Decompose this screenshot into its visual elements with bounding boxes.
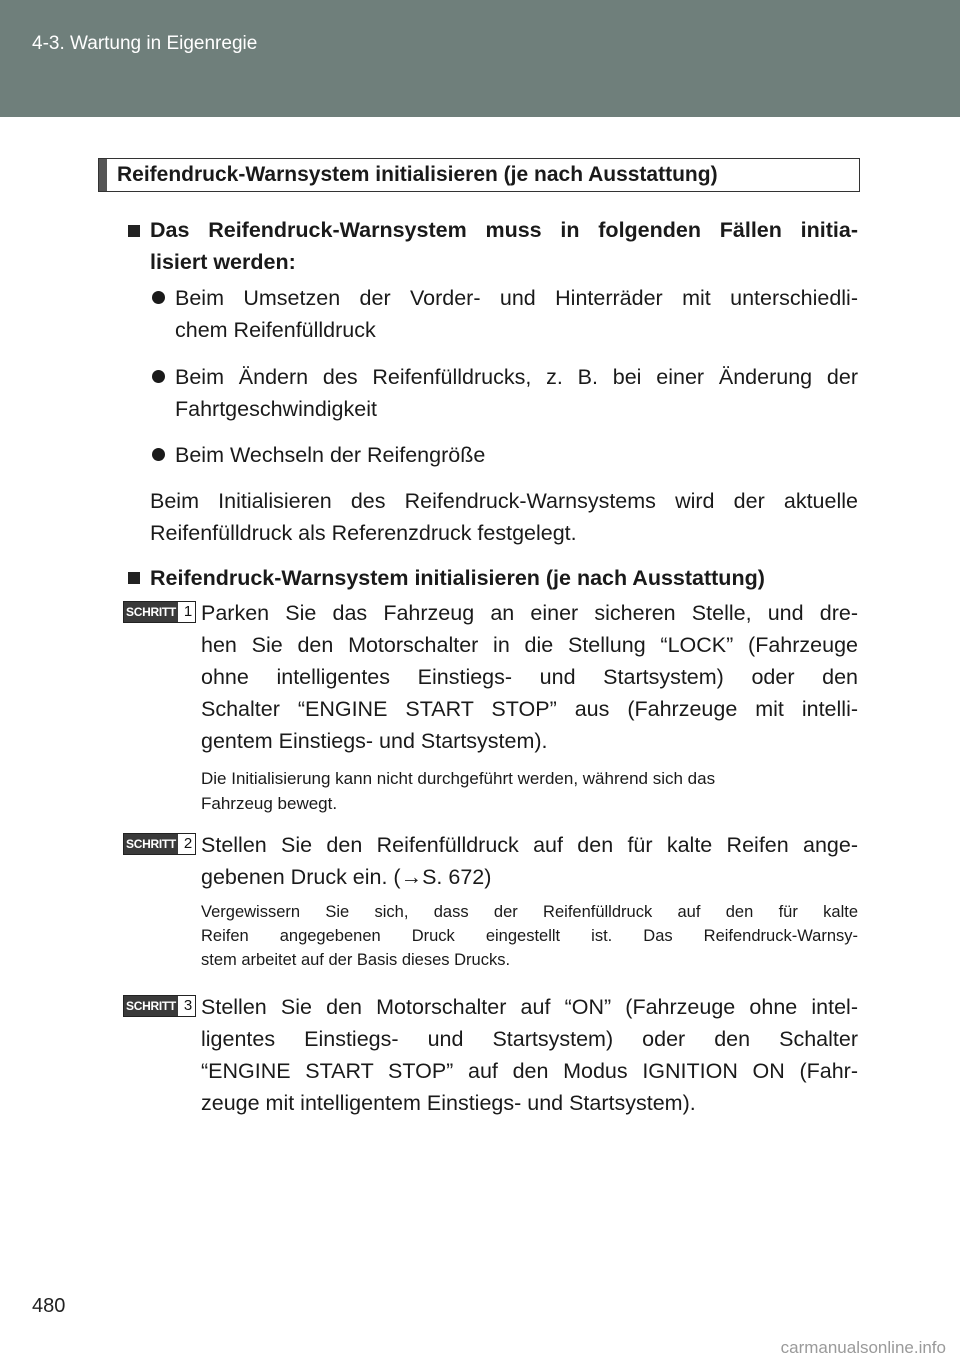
step-line: “ENGINE START STOP” auf den Modus IGNITION ON (Fahr- [201, 1059, 858, 1083]
section-title: Reifendruck-Warnsystem initialisieren (je nach Ausstattung) [117, 163, 718, 186]
step-line: zeuge mit intelligentem Einstiegs- und Startsystem). [201, 1091, 696, 1115]
step-text [201, 829, 858, 893]
note-line: Vergewissern Sie sich, dass der Reifenfülldruck auf den für kalte [201, 903, 858, 921]
step-label: SCHRITT [124, 602, 178, 622]
watermark: carmanualsonline.info [780, 1338, 946, 1357]
step-number: 1 [183, 603, 193, 620]
step-label: SCHRITT [124, 996, 178, 1016]
bullet-line: Beim Umsetzen der Vorder- und Hinterräder mit unterschiedli- [175, 286, 858, 310]
step-line: gebenen Druck ein. (→S. 672) [201, 865, 492, 889]
header-band [0, 0, 960, 117]
note-line: stem arbeitet auf der Basis dieses Drucks. [201, 951, 511, 969]
section-title-bar [99, 159, 107, 191]
step-badge [123, 995, 196, 1017]
note-line: Fahrzeug bewegt. [201, 794, 338, 813]
block2-line: Reifendruck-Warnsystem initialisieren (je nach Ausstattung) [150, 566, 765, 590]
step-badge [123, 601, 196, 623]
step-text [201, 991, 858, 1119]
chapter-title: 4-3. Wartung in Eigenregie [32, 33, 258, 54]
step-line: hen Sie den Motorschalter in die Stellung “LOCK” (Fahrzeuge [201, 633, 858, 657]
step-note [201, 900, 858, 972]
round-bullet-icon [152, 291, 165, 304]
step-line: ligentes Einstiegs- und Startsystem) oder den Schalter [201, 1027, 858, 1051]
step-line: Stellen Sie den Motorschalter auf “ON” (Fahrzeuge ohne intel- [201, 995, 858, 1019]
step-label: SCHRITT [124, 834, 178, 854]
intro-line: Reifenfülldruck als Referenzdruck festgelegt. [150, 521, 577, 545]
step-number: 3 [183, 997, 193, 1014]
step-line: Stellen Sie den Reifenfülldruck auf den für kalte Reifen ange- [201, 833, 858, 857]
bullet-line: Fahrtgeschwindigkeit [175, 397, 377, 421]
step-line: ohne intelligentes Einstiegs- und Startsystem) oder den [201, 665, 858, 689]
round-bullet-icon [152, 370, 165, 383]
step-number: 2 [183, 835, 193, 852]
round-bullet-icon [152, 448, 165, 461]
section-title-box [98, 158, 860, 192]
note-line: Die Initialisierung kann nicht durchgeführt werden, während sich das [201, 769, 716, 788]
square-bullet-icon [128, 225, 140, 237]
intro-paragraph [150, 485, 858, 549]
bullet-item [175, 439, 858, 471]
bullet-item [175, 282, 858, 346]
square-bullet-icon [128, 572, 140, 584]
step-line: Schalter “ENGINE START STOP” aus (Fahrzeuge mit intelli- [201, 697, 858, 721]
block2-heading [150, 562, 858, 594]
block1-line: lisiert werden: [150, 250, 296, 274]
bullet-line: Beim Wechseln der Reifengröße [175, 443, 486, 467]
step-note [201, 766, 858, 816]
intro-line: Beim Initialisieren des Reifendruck-Warnsystems wird der aktuelle [150, 489, 858, 513]
note-line: Reifen angegebenen Druck eingestellt ist. Das Reifendruck-Warnsy- [201, 927, 858, 945]
bullet-line: Beim Ändern des Reifenfülldrucks, z. B. bei einer Änderung der [175, 365, 858, 389]
step-text [201, 597, 858, 757]
bullet-item [175, 361, 858, 425]
step-line: Parken Sie das Fahrzeug an einer sicheren Stelle, und dre- [201, 601, 858, 625]
bullet-line: chem Reifenfülldruck [175, 318, 376, 342]
page-number: 480 [32, 1295, 66, 1317]
block1-heading [150, 214, 858, 278]
step-badge [123, 833, 196, 855]
step-line: gentem Einstiegs- und Startsystem). [201, 729, 548, 753]
block1-line: Das Reifendruck-Warnsystem muss in folgenden Fällen initia- [150, 218, 858, 242]
